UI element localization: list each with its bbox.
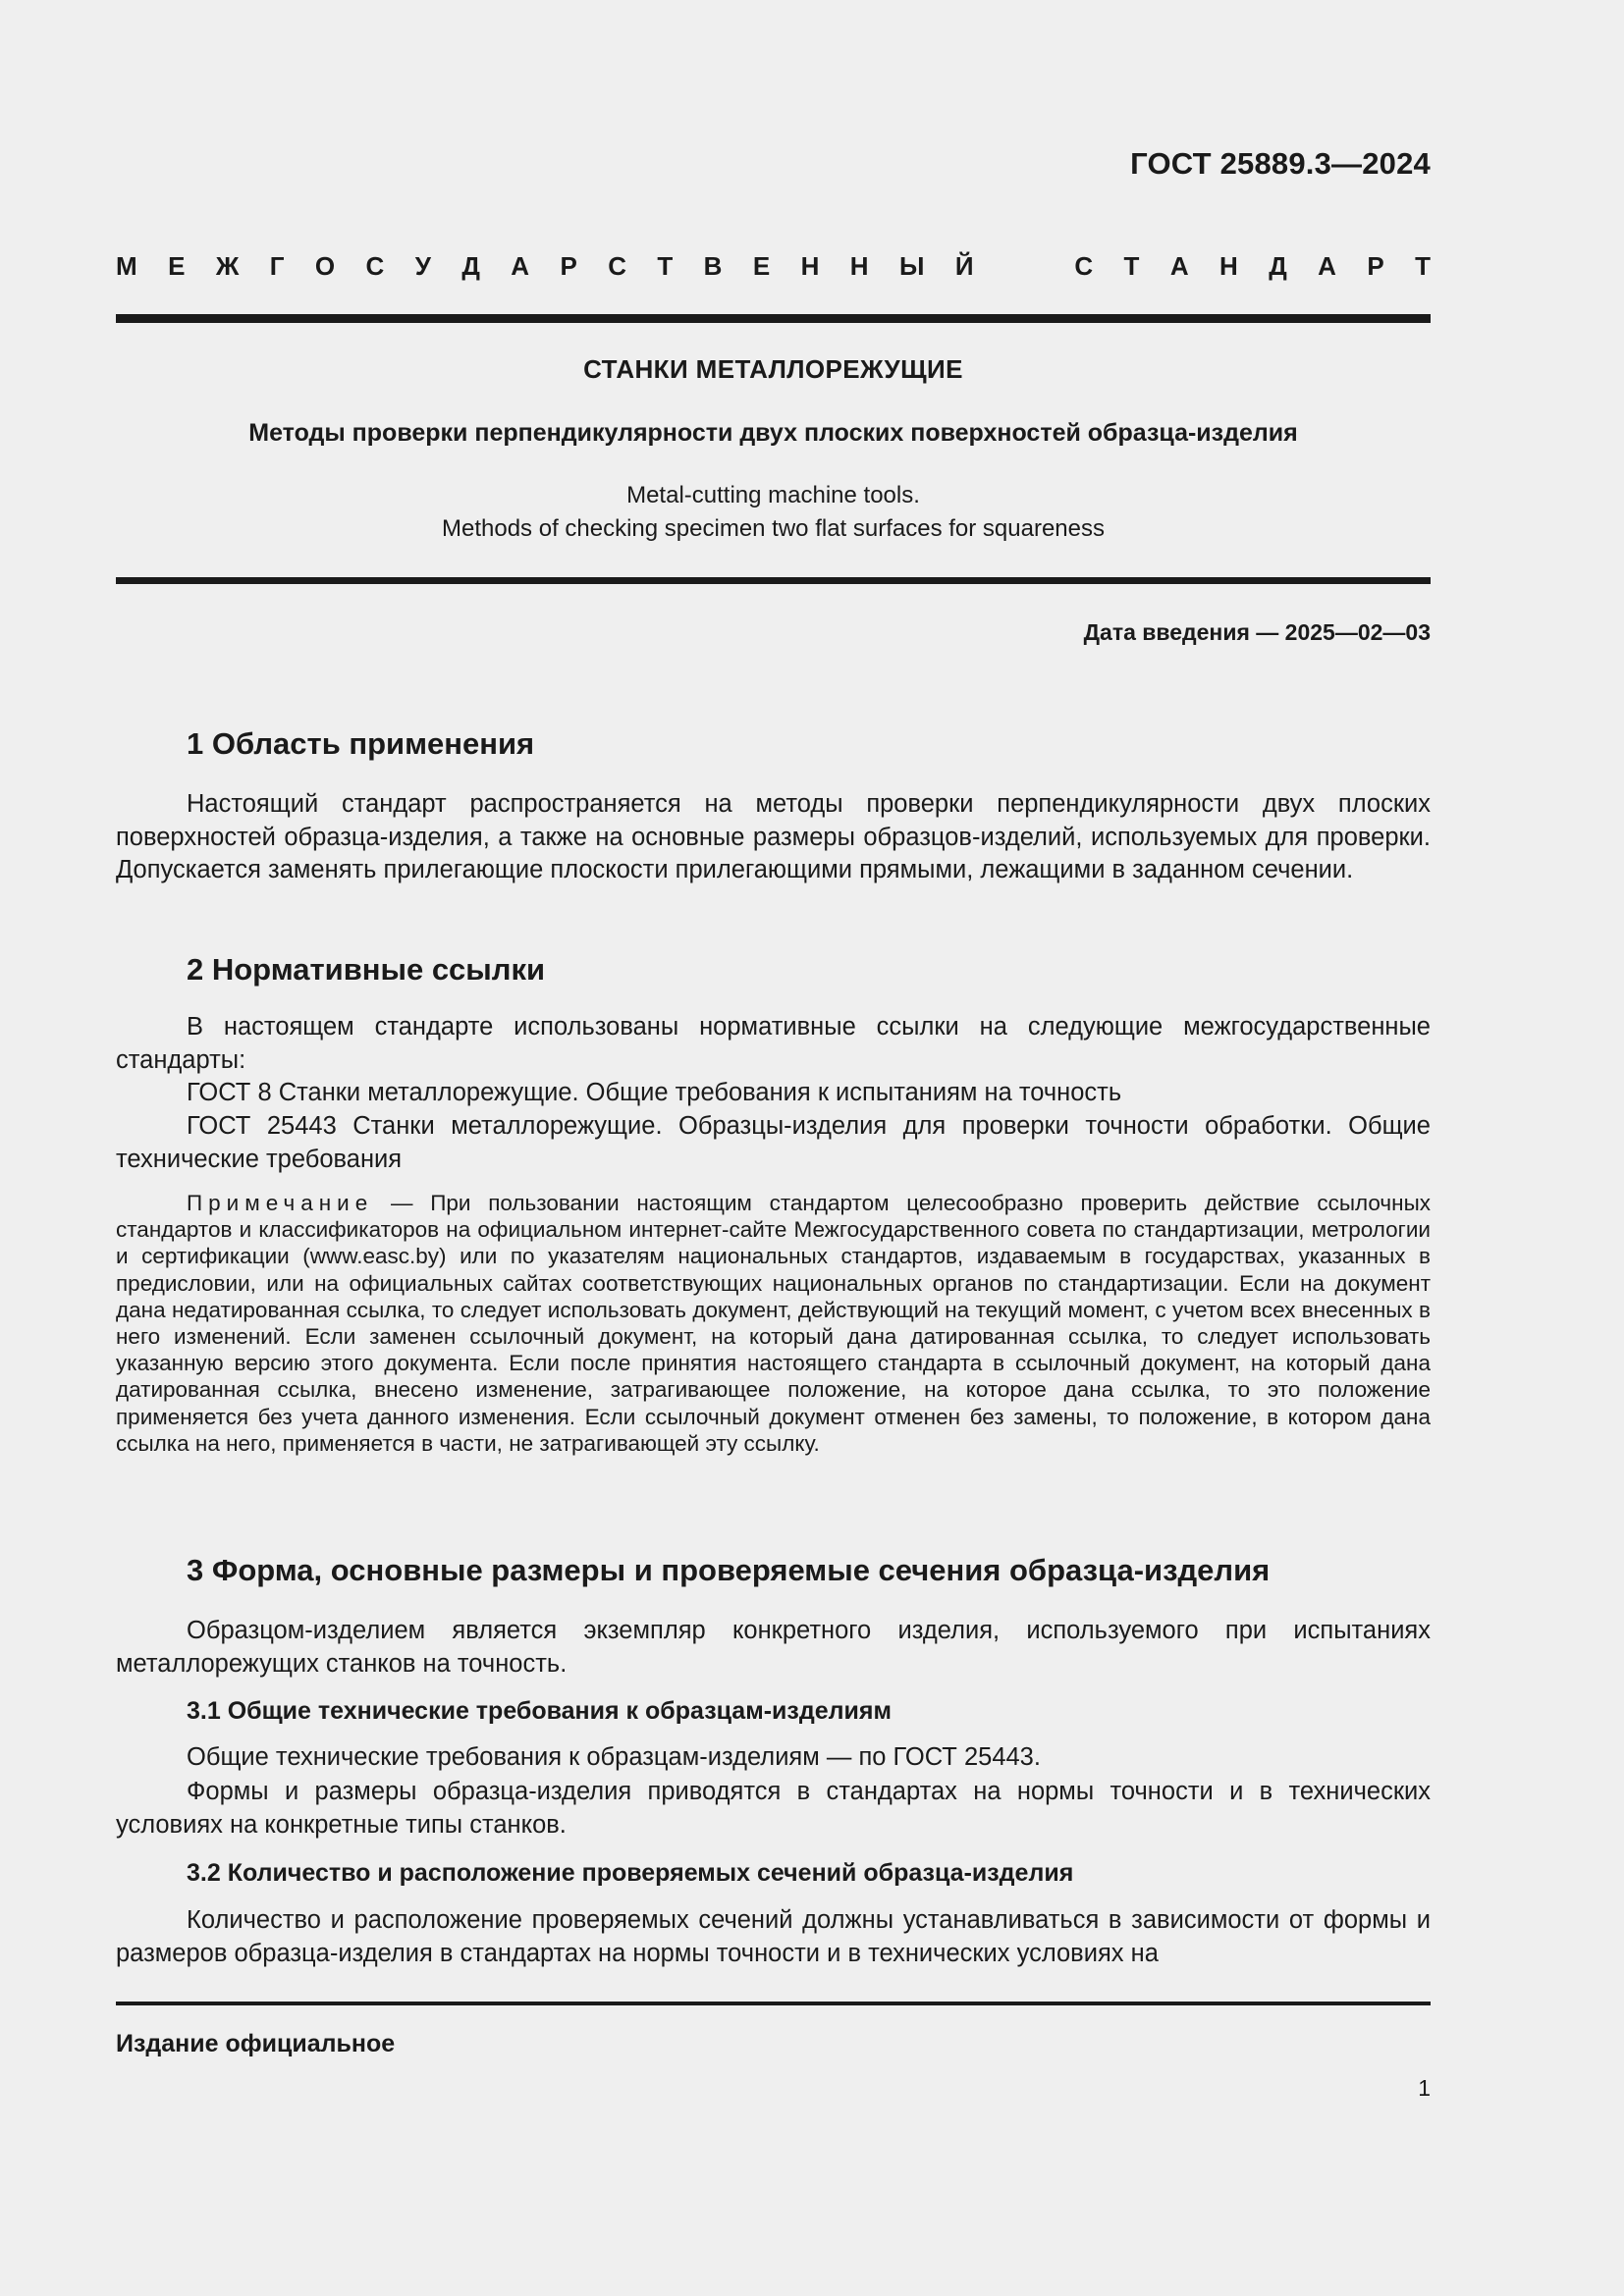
- banner-letter: А: [1318, 251, 1336, 281]
- english-title-line: Metal-cutting machine tools.: [626, 482, 920, 508]
- banner-letter: Д: [1269, 251, 1287, 281]
- banner-letter: Ы: [898, 251, 925, 281]
- banner-letter: Н: [800, 251, 820, 281]
- banner-letter: Е: [168, 251, 186, 281]
- banner-letter: М: [116, 251, 137, 281]
- note-text: — При пользовании настоящим стандартом целесообразно проверить действие ссылочных стандартов и классификаторов на официальном интернет-сайте Межгосударственного совета по стандартизации, метрологии и сертификации (www.easc.by) или по указателям национальных стандартов, издаваемым в государствах, указанных в предисловии, или на официальных сайтах соответствующих национальных органов по стандартизации. Если на документ дана недатированная ссылка, то следует использовать документ, действующий на текущий момент, с учетом всех внесенных в него изменений. Если заменен ссылочный документ, на который дана датированная ссылка, то следует использовать указанную версию этого документа. Если после принятия настоящего стандарта в ссылочный документ, на который дана датированная ссылка, внесено изменение, затрагивающее положение, на которое дана ссылка, то это положение применяется без учета данного изменения. Если ссылочный документ отменен без замены, то положение, в котором дана ссылка на него, применяется в части, не затрагивающей эту ссылку.: [116, 1191, 1431, 1456]
- banner-letter: В: [703, 251, 723, 281]
- banner-letter: Н: [849, 251, 869, 281]
- banner-letter: А: [511, 251, 530, 281]
- banner-letter: Т: [1123, 251, 1140, 281]
- banner-letter: Г: [269, 251, 285, 281]
- normative-reference: ГОСТ 25443 Станки металлорежущие. Образцы-изделия для проверки точности обработки. Общие технические требования: [116, 1112, 1431, 1173]
- note-paragraph: [116, 1190, 1431, 1457]
- section-heading: 2 Нормативные ссылки: [187, 952, 546, 987]
- interstate-standard-banner: [116, 251, 1431, 287]
- banner-letter: Е: [752, 251, 771, 281]
- standard-number: ГОСТ 25889.3—2024: [1130, 146, 1431, 181]
- section-text: В настоящем стандарте использованы нормативные ссылки на следующие межгосударственные стандарты:: [116, 1013, 1431, 1074]
- section-heading: 3 Форма, основные размеры и проверяемые сечения образца-изделия: [187, 1553, 1271, 1587]
- banner-letter: С: [1074, 251, 1094, 281]
- note-label: Примечание: [187, 1191, 374, 1215]
- english-title: [116, 479, 1431, 546]
- footer-rule: [116, 2002, 1431, 2005]
- document-title: СТАНКИ МЕТАЛЛОРЕЖУЩИЕ: [583, 354, 963, 384]
- banner-letter: У: [414, 251, 431, 281]
- banner-letter: С: [365, 251, 385, 281]
- section-text: Общие технические требования к образцам-изделиям — по ГОСТ 25443.: [187, 1743, 1041, 1771]
- official-edition-label: Издание официальное: [116, 2030, 396, 2057]
- normative-reference: ГОСТ 8 Станки металлорежущие. Общие требования к испытаниям на точность: [187, 1079, 1122, 1106]
- banner-letter: Р: [560, 251, 577, 281]
- section-text: Формы и размеры образца-изделия приводятся в стандартах на нормы точности и в технических условиях на конкретные типы станков.: [116, 1778, 1431, 1839]
- banner-letter: А: [1169, 251, 1189, 281]
- subsection-heading: 3.2 Количество и расположение проверяемых сечений образца-изделия: [187, 1859, 1074, 1887]
- document-subtitle: Методы проверки перпендикулярности двух плоских поверхностей образца-изделия: [248, 419, 1298, 447]
- banner-letter: Й: [954, 251, 974, 281]
- banner-letter: Д: [461, 251, 480, 281]
- section-text: Количество и расположение проверяемых сечений должны устанавливаться в зависимости от формы и размеров образца-изделия в стандартах на нормы точности и в технических условиях на: [116, 1906, 1431, 1967]
- banner-letter: Н: [1219, 251, 1238, 281]
- section-text: Образцом-изделием является экземпляр конкретного изделия, используемого при испытаниях металлорежущих станков на точность.: [116, 1617, 1431, 1678]
- introduction-date: Дата введения — 2025—02—03: [1083, 619, 1431, 645]
- page-number: 1: [1418, 2075, 1431, 2101]
- section-text: Настоящий стандарт распространяется на методы проверки перпендикулярности двух плоских поверхностей образца-изделия, а также на основные размеры образцов-изделий, используемых для проверки. Допускается заменять прилегающие плоскости прилегающими прямыми, лежащими в заданном сечении.: [116, 790, 1431, 883]
- english-title-line: Methods of checking specimen two flat surfaces for squareness: [442, 515, 1105, 542]
- banner-letter: Т: [1415, 251, 1431, 281]
- banner-letter: Р: [1367, 251, 1384, 281]
- header-rule-top: [116, 314, 1431, 323]
- subsection-heading: 3.1 Общие технические требования к образцам-изделиям: [187, 1697, 892, 1725]
- banner-letter: С: [608, 251, 626, 281]
- section-heading: 1 Область применения: [187, 726, 535, 761]
- banner-letter: Т: [657, 251, 674, 281]
- banner-gap: [1004, 251, 1044, 287]
- banner-letter: О: [314, 251, 336, 281]
- banner-letter: Ж: [215, 251, 240, 281]
- header-rule-bottom: [116, 577, 1431, 584]
